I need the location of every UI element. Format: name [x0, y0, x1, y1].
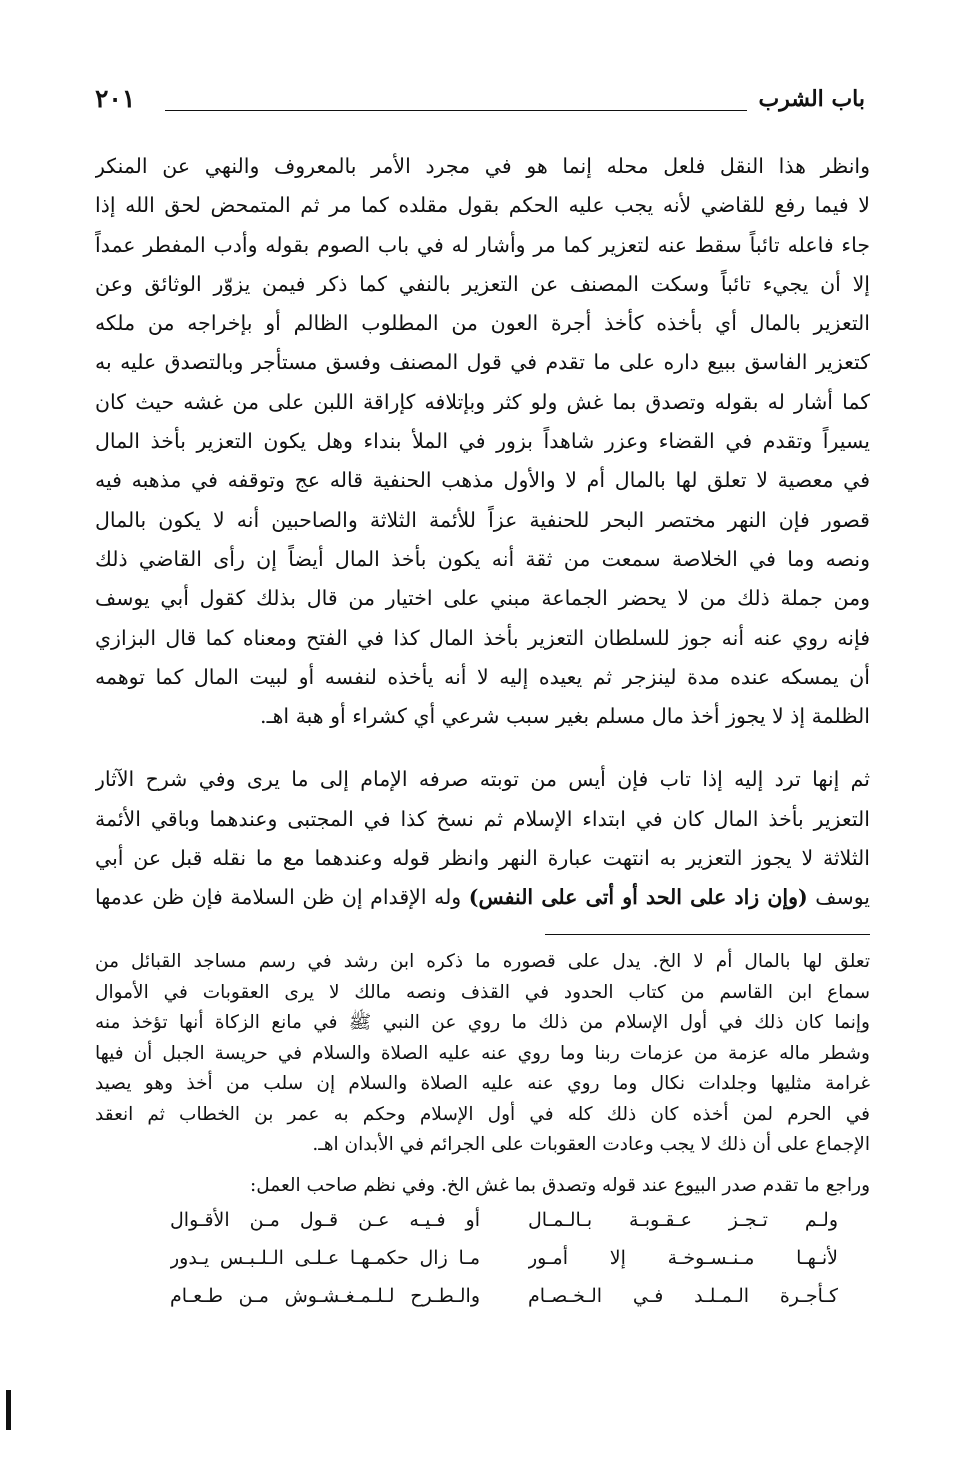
footnote-line: وإنما كان ذلك في أول الإسلام من ذلك ما روي عن النبي ﷺ في مانع الزكاة أنها تؤخذ منه — [95, 1012, 870, 1033]
text-line: الظلمة إذ لا يجوز أخذ مال مسلم بغير سبب شرعي أي كشراء أو هبة اهـ. — [260, 704, 870, 729]
verse-line — [95, 1201, 870, 1239]
text-line: التعزير بأخذ المال كان في ابتداء الإسلام ثم نسخ كذا في المجتبى وعندهما وباقي الأئمة — [95, 806, 870, 831]
footnote-line: غرامة مثليها وجلدات نكال وما روي عنه عليه الصلاة والسلام إن سلب من أخذ وهو يصيد — [95, 1073, 870, 1094]
scan-margin-mark — [6, 1390, 11, 1430]
text-line: جاء فاعله تائباً سقط عنه لتعزير كما مر وأشار له في باب الصوم بقوله وأدب المفطر عمداً — [95, 232, 870, 257]
text-line: في معصية لا تعلق لها بالمال أم لا والأول مذهب الحنفية قاله عج وتوقفه في مذهبه فيه — [95, 468, 870, 493]
text-line-with-matn — [95, 878, 870, 917]
text-line: كتعزير الفاسق ببيع داره على ما تقدم في قول المصنف وفسق مستأجر وبالتصدق عليه به — [95, 350, 870, 375]
text-line: أن يمسكه عنده مدة لينزجر ثم يعيده إليه لا أنه يأخذه لنفسه أو لبيت المال كما توهمه — [95, 664, 870, 689]
page-number: ٢٠١ — [95, 84, 136, 113]
text-line: التعزير بالمال أي بأخذه كأخذ أجرة العون من المطلوب الظالم أو بإخراجه من ملكه — [95, 311, 870, 336]
verse-line — [95, 1277, 870, 1315]
verse-line — [95, 1239, 870, 1277]
verse-first-hemistich: ولـم تـجـز عـقـوبـة بـالـمـال — [528, 1209, 838, 1231]
text-line: لا فيما رفع للقاضي لأنه يجب عليه الحكم بقول مقلده كما مر ثم المتمحض لحق الله إذا — [95, 193, 870, 218]
verse-first-hemistich: كـأجـرة الـمـلـد فـي الـخـصـام — [528, 1285, 838, 1307]
text-line: وانظر هذا النقل فلعل محله إنما هو في مجرد الأمر بالمعروف والنهي عن المنكر — [95, 154, 870, 178]
footnote-separator — [545, 934, 870, 935]
text-line: الثلاثة لا يجوز التعزير به انتهت عبارة النهر وانظر قوله وعندهما مع ما نقله قبل عن أبي — [95, 846, 870, 871]
text-line: ومن جملة ذلك من لا يحضر الجماعة مبني على اختيار من قال بذلك كقول أبي يوسف — [95, 586, 870, 611]
footnote-line: تعلق لها بالمال أم لا الخ. يدل على قصوره ما ذكره ابن رشد في رسم مساجد القبائل من — [95, 951, 870, 972]
footnote-line: سماع ابن القاسم من كتاب الحدود في القذف ونصه مالك لا يرى العقوبات في الأموال — [95, 981, 870, 1003]
footnote-section — [95, 947, 870, 1315]
verse-second-hemistich: مـا زال حكمـهـا عـلـى الـلـبـس يـدور — [170, 1247, 480, 1269]
text-line: كما أشار له بقوله وتصدق بما غش ولو كثر وبإتلافه كإراقة اللبن على من غشه حيث كان — [95, 389, 870, 414]
paragraph-gap — [95, 736, 870, 760]
footnote-line: الإجماع على أن ذلك لا يجب وعادت العقوبات على الجرائم في الأبدان اهـ. — [312, 1134, 870, 1155]
footnote-line: في الحرم لمن أخذه كان ذلك كله في أول الإسلام وحكم به عمر بن الخطاب ثم انعقد — [95, 1103, 870, 1125]
text-line: قصور فإن النهر مختصر البحر للحنفية عزاً للأئمة الثلاثة والصاحبين أنه لا يكون بالمال — [95, 507, 870, 532]
text-line: ونصه وما في الخلاصة سمعت من ثقة أنه يكون بأخذ المال أيضاً إن رأى القاضي ذلك — [95, 546, 870, 571]
header-rule — [165, 110, 747, 111]
matn-quote: (وإن زاد على الحد أو أتى على النفس) — [468, 885, 808, 910]
footnote-gap — [95, 1161, 870, 1171]
footnote-intro: وراجع ما تقدم صدر البيوع عند قوله وتصدق بما غش الخ. وفي نظم صاحب العمل: — [250, 1174, 870, 1196]
running-header — [95, 82, 865, 122]
text-line: ثم إنها ترد إليه إذا تاب فإن أيس من توبته صرفه الإمام إلى ما يرى وفي شرح الآثار — [95, 767, 870, 792]
footnote-line: وشطر ماله عزمة من عزمات ربنا وما روي عنه عليه الصلاة والسلام في حريسة الجبل أن فيها — [95, 1042, 870, 1064]
main-text — [95, 147, 870, 918]
text-line: يسيراً وتقدم في القضاء وعزر شاهداً بزور في الملأ بنداء وهل يكون التعزير بأخذ المال — [95, 429, 870, 454]
verse-second-hemistich: أو فـيـه عـن قـول مـن الأقـوال — [170, 1209, 480, 1231]
text-line: إلا أن يجيء تائباً وسكت المصنف عن التعزير بالنفي كما ذكر فيمن يزوّر الوثائق وعن — [95, 271, 870, 296]
verse-first-hemistich: لأنـهـا مـنـسـوخـة إلا أمـور — [528, 1247, 838, 1269]
text-line: فإنه روي عنه أنه جوز للسلطان التعزير بأخذ المال كذا في الفتح ومعناه كما قال البزازي — [95, 625, 870, 650]
text-segment: يوسف — [815, 885, 870, 910]
chapter-title: باب الشرب — [758, 86, 865, 112]
verse-second-hemistich: والـطـرح لـلـمـغـشـوش مـن طـعـام — [170, 1285, 480, 1307]
text-segment: وله الإقدام إن ظن السلامة فإن ظن عدمها — [95, 885, 462, 910]
